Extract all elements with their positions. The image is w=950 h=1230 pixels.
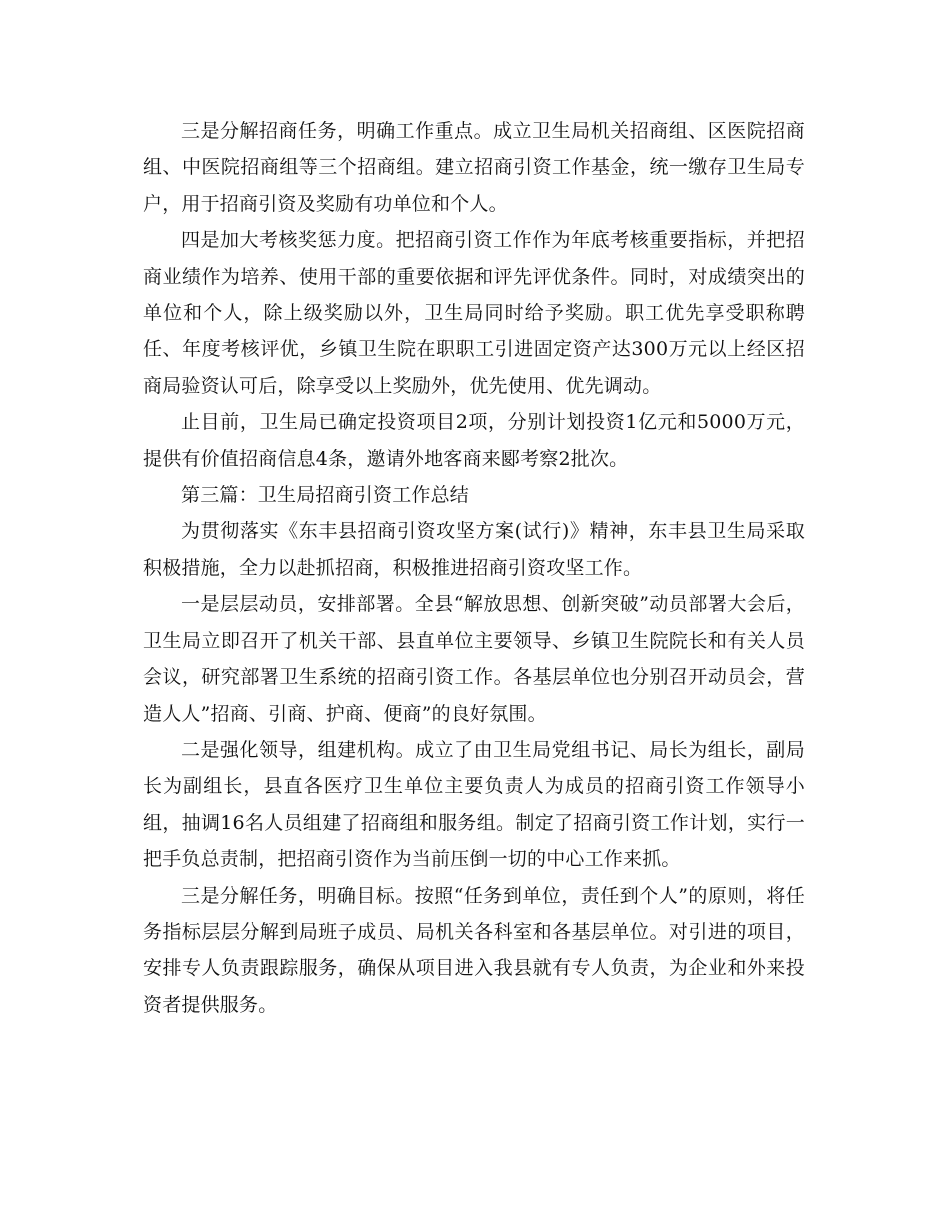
- paragraph-mobilization: 一是层层动员，安排部署。全县“解放思想、创新突破”动员部署大会后，卫生局立即召开了机关干部、县直单位主要领导、乡镇卫生院院长和有关人员会议，研究部署卫生系统的招商引资工作。各基层单位也分别召开动员会，营造人人”招商、引商、护商、便商”的良好氛围。: [143, 593, 805, 725]
- paragraph-assessment-rewards: 四是加大考核奖惩力度。把招商引资工作作为年底考核重要指标，并把招商业绩作为培养、使用干部的重要依据和评先评优条件。同时，对成绩突出的单位和个人，除上级奖励以外，卫生局同时给予奖励。职工优先享受职称聘任、年度考核评优，乡镇卫生院在职职工引进固定资产达300万元以上经区招商局验资认可后，除享受以上奖励外，优先使用、优先调动。: [143, 229, 805, 397]
- paragraph-introduction: 为贯彻落实《东丰县招商引资攻坚方案(试行)》精神，东丰县卫生局采取积极措施，全力以赴抓招商，积极推进招商引资攻坚工作。: [143, 520, 805, 579]
- paragraph-task-breakdown: 三是分解任务，明确目标。按照“任务到单位，责任到个人”的原则，将任务指标层层分解到局班子成员、局机关各科室和各基层单位。对引进的项目，安排专人负责跟踪服务，确保从项目进入我县就有专人负责，为企业和外来投资者提供服务。: [143, 884, 805, 1016]
- paragraph-leadership: 二是强化领导，组建机构。成立了由卫生局党组书记、局长为组长，副局长为副组长，县直各医疗卫生单位主要负责人为成员的招商引资工作领导小组，抽调16名人员组建了招商组和服务组。制定了招商引资工作计划，实行一把手负总责制，把招商引资作为当前压倒一切的中心工作来抓。: [143, 738, 805, 871]
- document-body: [143, 113, 805, 1023]
- section-heading: 第三篇：卫生局招商引资工作总结: [181, 484, 470, 507]
- paragraph-results-to-date: 止目前，卫生局已确定投资项目2项，分别计划投资1亿元和5000万元，提供有价值招商信息4条，邀请外地客商来郾考察2批次。: [143, 411, 805, 470]
- paragraph-investment-tasks: 三是分解招商任务，明确工作重点。成立卫生局机关招商组、区医院招商组、中医院招商组等三个招商组。建立招商引资工作基金，统一缴存卫生局专户，用于招商引资及奖励有功单位和个人。: [143, 120, 805, 215]
